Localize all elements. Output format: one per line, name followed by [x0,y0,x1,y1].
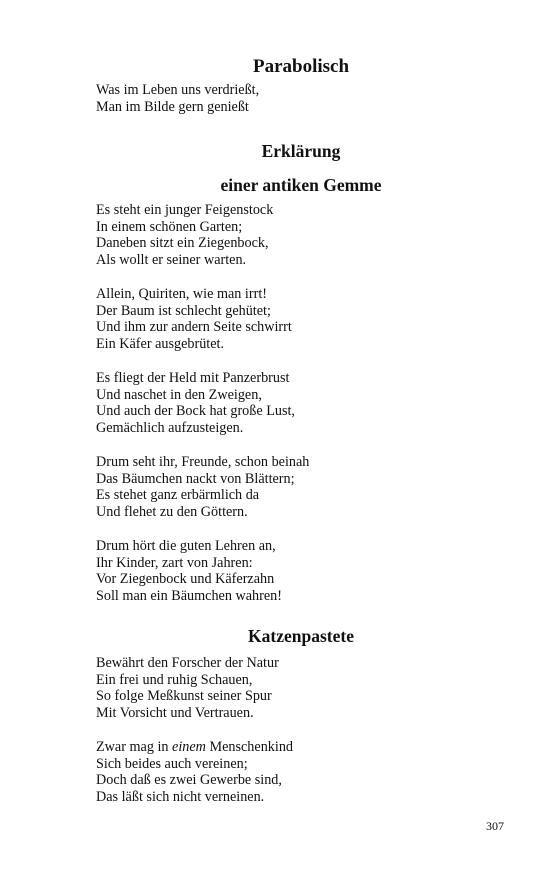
poem-title-erklaerung: Erklärung [261,141,341,161]
verse-line: Das läßt sich nicht verneinen. [96,789,265,806]
verse-line: Es fliegt der Held mit Panzerbrust [96,370,290,386]
verse-line: Gemächlich aufzusteigen. [96,420,244,437]
verse-line: Ein frei und ruhig Schauen, [96,671,253,688]
verse-line [96,739,516,756]
stanza-5 [96,538,516,605]
verse-text: Menschenkind [205,739,294,755]
verse-line: Und ihm zur andern Seite schwirrt [96,319,292,336]
verse-line: Das Bäumchen nackt von Blättern; [96,470,295,487]
verse-line: Es stehet ganz erbärmlich da [96,487,260,504]
verse-line: So folge Meßkunst seiner Spur [96,688,272,705]
verse-line: Und auch der Bock hat große Lust, [96,403,295,420]
verse-line: Doch daß es zwei Gewerbe sind, [96,772,282,789]
verse-line: Mit Vorsicht und Vertrauen. [96,705,254,722]
verse-line: Ihr Kinder, zart von Jahren: [96,554,253,571]
verse-line: Es steht ein junger Feigenstock [96,202,274,218]
verse-line: Soll man ein Bäumchen wahren! [96,588,282,605]
verse-line: Vor Ziegenbock und Käferzahn [96,571,275,588]
poem-title-parabolisch: Parabolisch [252,56,350,77]
stanza-katzenpastete-2 [96,739,516,806]
verse-line: Und naschet in den Zweigen, [96,386,262,403]
verse-line: Was im Leben uns verdrießt, [96,82,260,98]
verse-line: Als wollt er seiner warten. [96,252,247,269]
verse-line: Drum hört die guten Lehren an, [96,538,276,554]
poem-title-katzenpastete: Katzenpastete [248,626,354,646]
verse-line: Bewährt den Forscher der Natur [96,655,279,671]
verse-line: Sich beides auch vereinen; [96,755,248,772]
emphasized-word: einem [172,739,206,755]
page-number: 307 [486,819,504,833]
verse-line: In einem schönen Garten; [96,218,243,235]
stanza-2 [96,286,516,353]
stanza-katzenpastete-1 [96,655,516,722]
stanza-3 [96,370,516,437]
verse-line: Man im Bilde gern genießt [96,98,249,115]
stanza-parabolisch [96,82,516,115]
verse-line: Drum seht ihr, Freunde, schon beinah [96,454,310,470]
stanza-4 [96,454,516,521]
verse-line: Der Baum ist schlecht gehütet; [96,302,271,319]
verse-line: Allein, Quiriten, wie man irrt! [96,286,267,302]
verse-line: Daneben sitzt ein Ziegenbock, [96,235,269,252]
stanza-1 [96,202,516,269]
verse-line: Ein Käfer ausgebrütet. [96,336,225,353]
verse-text: Zwar mag in [96,739,173,755]
verse-line: Und flehet zu den Göttern. [96,504,248,521]
poem-subtitle-gemme: einer antiken Gemme [220,175,382,195]
